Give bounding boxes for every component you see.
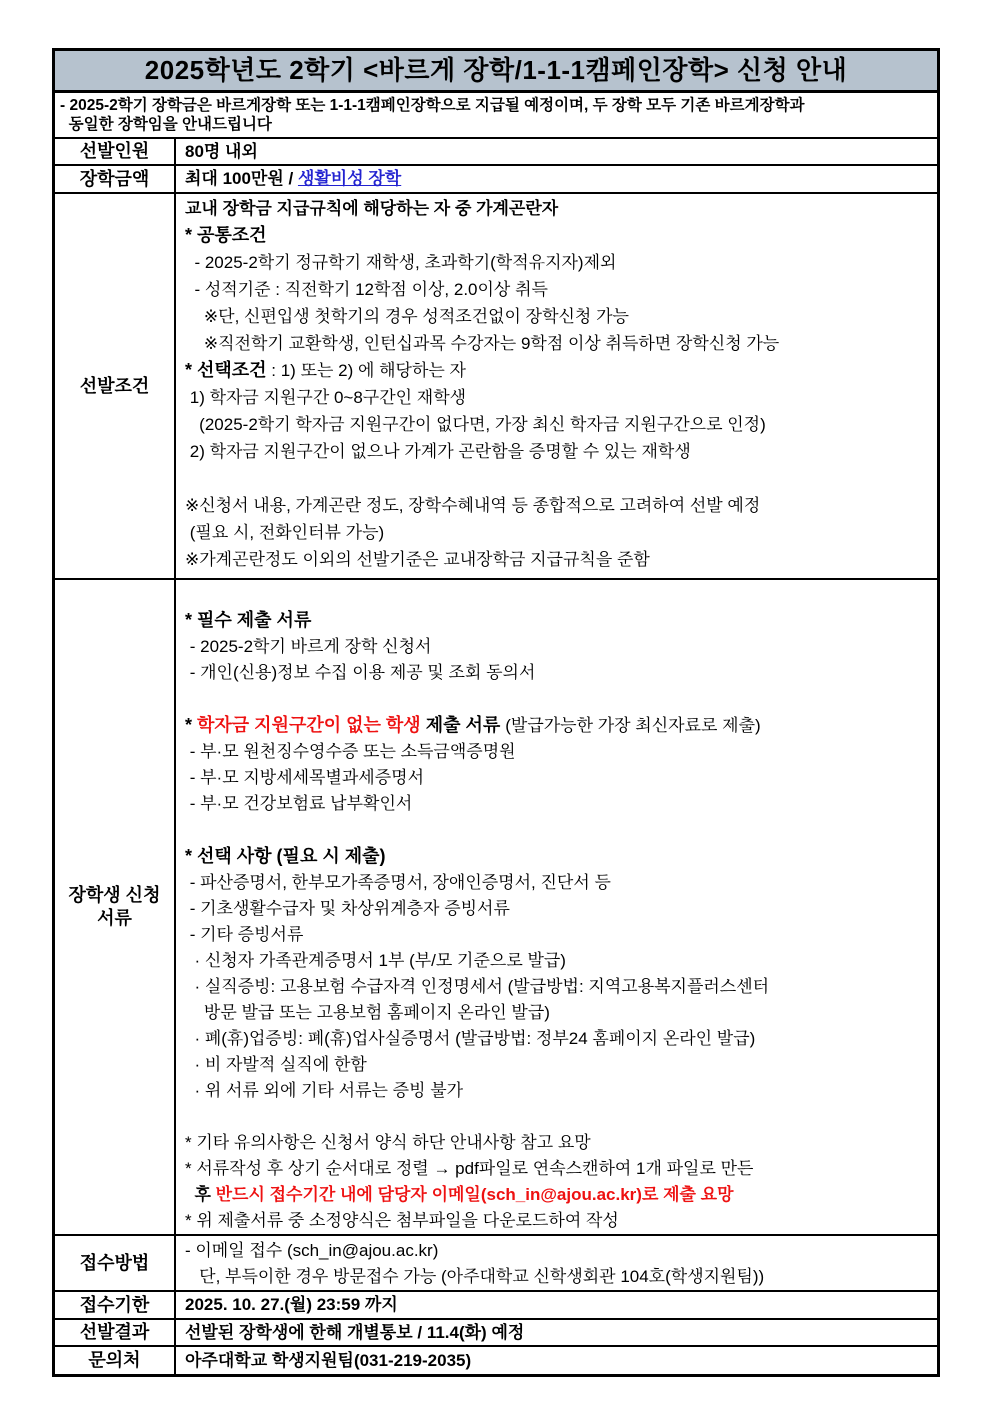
table-row-inwon xyxy=(55,139,937,166)
text-segment: - 기타 증빙서류 xyxy=(185,925,304,944)
text-segment: * 선택조건 xyxy=(185,360,267,380)
text-segment: 학자금 지원구간이 없는 학생 xyxy=(197,715,421,735)
row-content-amount xyxy=(176,166,937,192)
text-line xyxy=(185,249,935,276)
text-line xyxy=(60,96,933,115)
text-line xyxy=(185,581,935,607)
text-segment: (2025-2학기 학자금 지원구간이 없다면, 가장 최신 학자금 지원구간으로 인정) xyxy=(185,415,766,434)
text-segment: ※단, 신편입생 첫학기의 경우 성적조건없이 장학신청 가능 xyxy=(185,307,629,326)
row-content-inwon xyxy=(176,139,937,164)
text-line xyxy=(185,607,935,634)
text-segment: 최대 100만원 / xyxy=(185,169,298,188)
row-content-contact xyxy=(176,1347,937,1374)
text-line xyxy=(185,712,935,739)
table-row-result xyxy=(55,1320,937,1347)
text-segment: - 부·모 지방세세목별과세증명서 xyxy=(185,768,424,787)
text-line xyxy=(185,384,935,411)
text-segment: 1) 학자금 지원구간 0~8구간인 재학생 xyxy=(185,388,467,407)
notice-note xyxy=(55,93,937,139)
row-label-amount: 장학금액 xyxy=(55,166,176,192)
text-line xyxy=(185,765,935,791)
text-segment: * 선택 사항 (필요 시 제출) xyxy=(185,846,386,866)
text-segment: 생활비성 장학 xyxy=(297,169,402,188)
notice-table-body xyxy=(55,139,937,1374)
text-line xyxy=(185,1156,935,1182)
text-line xyxy=(185,739,935,765)
text-segment: · 폐(휴)업증빙: 폐(휴)업사실증명서 (발급방법: 정부24 홈페이지 온라인 발급) xyxy=(185,1029,756,1048)
row-label-inwon: 선발인원 xyxy=(55,139,176,164)
text-line xyxy=(185,922,935,948)
text-segment: * 서류작성 후 상기 순서대로 정렬 → pdf파일로 연속스캔하여 1개 파일로 만든 xyxy=(185,1159,754,1178)
text-segment: 선발된 장학생에 한해 개별통보 / 11.4(화) 예정 xyxy=(185,1323,525,1342)
text-segment: · 위 서류 외에 기타 서류는 증빙 불가 xyxy=(185,1081,464,1100)
text-line xyxy=(185,222,935,249)
table-row-deadline xyxy=(55,1292,937,1320)
text-segment: (발급가능한 가장 최신자료로 제출) xyxy=(505,716,761,735)
row-content-result xyxy=(176,1320,937,1345)
text-line xyxy=(185,1078,935,1104)
text-line xyxy=(185,546,935,573)
text-segment: 단, 부득이한 경우 방문접수 가능 (아주대학교 신학생회관 104호(학생지원팀)) xyxy=(185,1267,765,1286)
text-segment: - 파산증명서, 한부모가족증명서, 장애인증명서, 진단서 등 xyxy=(185,873,611,892)
text-line xyxy=(185,686,935,712)
text-segment: - 부·모 원천징수영수증 또는 소득금액증명원 xyxy=(185,742,516,761)
table-row-amount xyxy=(55,166,937,194)
text-segment: * xyxy=(185,715,198,735)
row-label-result: 선발결과 xyxy=(55,1320,176,1345)
text-segment: - 이메일 접수 (sch_in@ajou.ac.kr) xyxy=(185,1241,439,1260)
text-segment: - 기초생활수급자 및 차상위계층자 증빙서류 xyxy=(185,899,510,918)
text-line xyxy=(185,465,935,492)
text-segment: (필요 시, 전화인터뷰 가능) xyxy=(185,523,385,542)
text-line xyxy=(185,140,935,163)
text-line xyxy=(185,870,935,896)
text-segment: * 공통조건 xyxy=(185,225,267,245)
row-content-documents xyxy=(176,580,937,1234)
text-segment: * 필수 제출 서류 xyxy=(185,610,312,630)
text-line xyxy=(185,438,935,465)
text-line xyxy=(185,948,935,974)
row-label-deadline: 접수기한 xyxy=(55,1292,176,1318)
scholarship-notice-document xyxy=(52,48,940,1377)
text-line xyxy=(185,1026,935,1052)
text-line xyxy=(185,330,935,357)
text-segment: 제출 서류 xyxy=(420,715,506,735)
text-segment: ※신청서 내용, 가계곤란 정도, 장학수혜내역 등 종합적으로 고려하여 선발 예정 xyxy=(185,496,761,515)
text-line xyxy=(185,1348,935,1373)
text-line xyxy=(185,1264,935,1290)
text-line xyxy=(185,843,935,870)
table-row-method xyxy=(55,1236,937,1292)
row-label-criteria: 선발조건 xyxy=(55,194,176,578)
text-line xyxy=(185,1238,935,1264)
row-content-method xyxy=(176,1236,937,1290)
text-segment: 아주대학교 학생지원팀(031-219-2035) xyxy=(185,1351,472,1370)
text-segment: 2025. 10. 27.(월) 23:59 까지 xyxy=(185,1295,398,1314)
text-segment: * 기타 유의사항은 신청서 양식 하단 안내사항 참고 요망 xyxy=(185,1133,591,1152)
row-label-documents: 장학생 신청서류 xyxy=(55,580,176,1234)
text-segment: · 실직증빙: 고용보험 수급자격 인정명세서 (발급방법: 지역고용복지플러스센터 xyxy=(185,977,770,996)
text-segment: 동일한 장학임을 안내드립니다 xyxy=(60,116,272,133)
text-line xyxy=(185,411,935,438)
text-line xyxy=(185,1321,935,1344)
text-segment: - 2025-2학기 바르게 장학 신청서 xyxy=(185,637,432,656)
row-label-method: 접수방법 xyxy=(55,1236,176,1290)
text-segment: 2) 학자금 지원구간이 없으나 가계가 곤란함을 증명할 수 있는 재학생 xyxy=(185,442,691,461)
table-row-documents xyxy=(55,580,937,1236)
text-line xyxy=(185,195,935,222)
text-segment: * 위 제출서류 중 소정양식은 첨부파일을 다운로드하여 작성 xyxy=(185,1211,619,1230)
text-line xyxy=(185,1182,935,1208)
text-line xyxy=(185,167,935,191)
text-line xyxy=(185,303,935,330)
text-line xyxy=(185,276,935,303)
text-segment: ※직전학기 교환학생, 인턴십과목 수강자는 9학점 이상 취득하면 장학신청 가능 xyxy=(185,334,780,353)
text-segment: - 2025-2학기 장학금은 바르게장학 또는 1-1-1캠페인장학으로 지급될 예정이며, 두 장학 모두 기존 바르게장학과 xyxy=(60,97,805,114)
text-line xyxy=(185,1293,935,1317)
text-line xyxy=(185,791,935,817)
text-line xyxy=(60,115,933,134)
text-segment: - 성적기준 : 직전학기 12학점 이상, 2.0이상 취득 xyxy=(185,280,548,299)
text-segment: 80명 내외 xyxy=(185,142,258,161)
text-line xyxy=(185,634,935,660)
text-line xyxy=(185,974,935,1000)
row-label-contact: 문의처 xyxy=(55,1347,176,1374)
row-content-deadline xyxy=(176,1292,937,1318)
text-line xyxy=(185,357,935,384)
text-segment: 교내 장학금 지급규칙에 해당하는 자 중 가계곤란자 xyxy=(185,199,559,218)
text-line xyxy=(185,1208,935,1234)
text-segment: · 신청자 가족관계증명서 1부 (부/모 기준으로 발급) xyxy=(185,951,566,970)
text-line xyxy=(185,660,935,686)
text-segment: - 개인(신용)정보 수집 이용 제공 및 조회 동의서 xyxy=(185,663,536,682)
text-segment: 반드시 접수기간 내에 담당자 이메일(sch_in@ajou.ac.kr)로 제출 요망 xyxy=(215,1185,734,1204)
text-line xyxy=(185,492,935,519)
table-row-contact xyxy=(55,1347,937,1374)
text-line xyxy=(185,519,935,546)
text-line xyxy=(185,896,935,922)
text-segment: ※가계곤란정도 이외의 선발기준은 교내장학금 지급규칙을 준함 xyxy=(185,550,650,569)
text-segment: : 1) 또는 2) 에 해당하는 자 xyxy=(266,361,466,380)
table-row-criteria xyxy=(55,194,937,580)
text-line xyxy=(185,1000,935,1026)
text-line xyxy=(185,1130,935,1156)
text-segment: 후 xyxy=(185,1185,216,1204)
row-content-criteria xyxy=(176,194,937,578)
text-segment: - 2025-2학기 정규학기 재학생, 초과학기(학적유지자)제외 xyxy=(185,253,617,272)
page-title: 2025학년도 2학기 <바르게 장학/1-1-1캠페인장학> 신청 안내 xyxy=(55,51,937,93)
text-segment: 방문 발급 또는 고용보험 홈페이지 온라인 발급) xyxy=(185,1003,550,1022)
text-segment: - 부·모 건강보험료 납부확인서 xyxy=(185,794,413,813)
text-line xyxy=(185,817,935,843)
text-line xyxy=(185,1104,935,1130)
text-line xyxy=(185,1052,935,1078)
text-segment: · 비 자발적 실직에 한함 xyxy=(185,1055,367,1074)
